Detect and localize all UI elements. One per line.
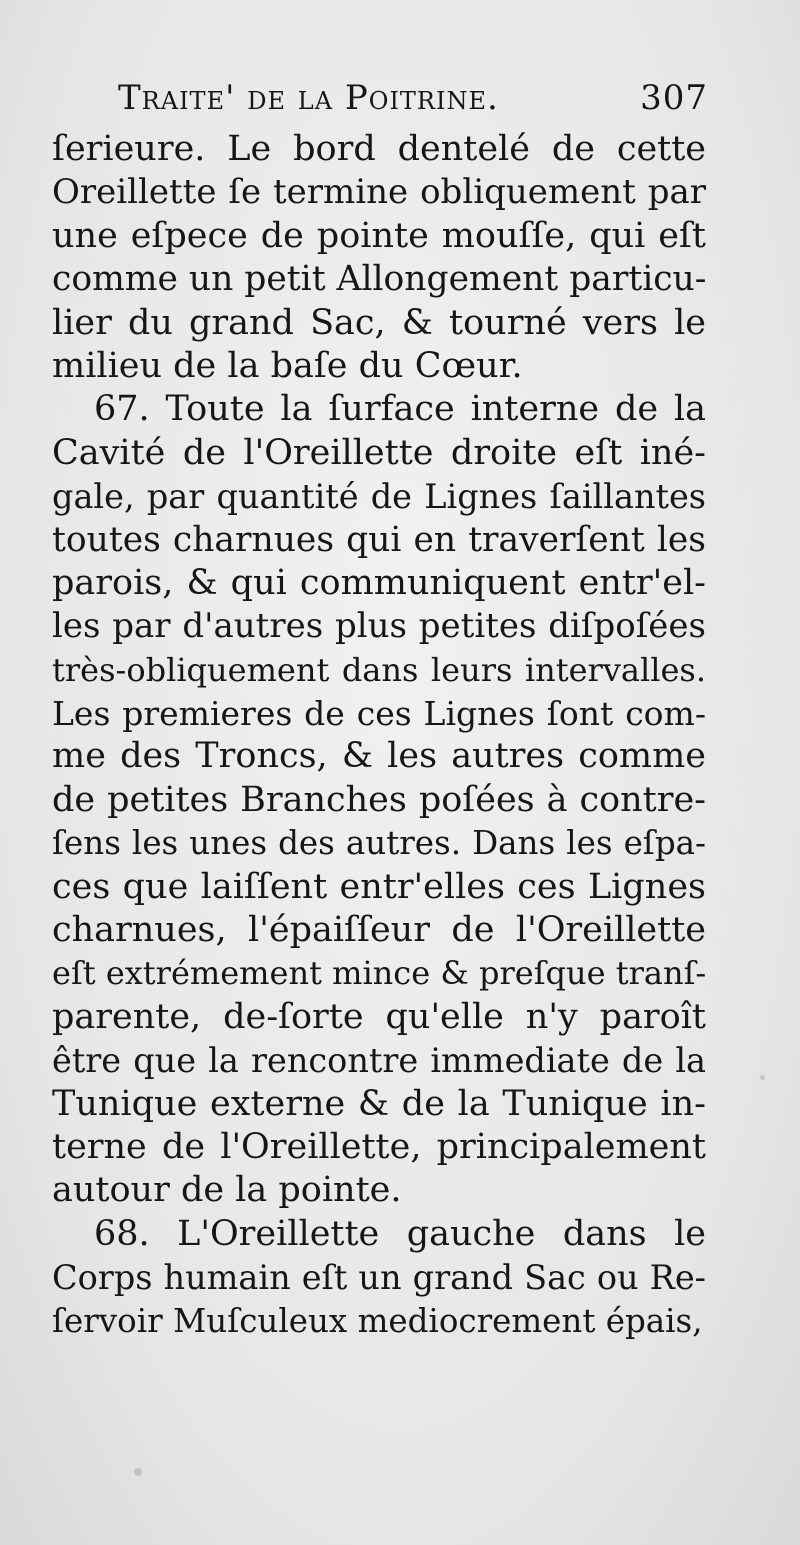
text-line: ces que laiſſent entr'elles ces Lignes	[52, 866, 706, 907]
text-line: lier du grand Sac, & tourné vers le	[52, 302, 706, 343]
body-text	[52, 128, 706, 1343]
text-line: de petites Branches poſées à contre-	[52, 779, 706, 820]
text-line: une eſpece de pointe mouſſe, qui eſt	[52, 215, 706, 256]
paper-speck	[760, 1075, 765, 1080]
text-line: très-obliquement dans leurs intervalles.	[52, 650, 706, 689]
text-line: gale, par quantité de Lignes ſaillantes	[52, 477, 706, 517]
text-line: être que la rencontre immediate de la	[52, 1041, 706, 1081]
text-line: Oreillette ſe termine obliquement par	[52, 172, 706, 213]
text-line: Tunique externe & de la Tunique in-	[52, 1083, 706, 1124]
text-line: ſerieure. Le bord dentelé de cette	[52, 129, 706, 169]
text-line: Cavité de l'Oreillette droite eſt iné-	[52, 432, 706, 473]
text-line: parente, de-ſorte qu'elle n'y paroît	[52, 996, 706, 1037]
text-line: les par d'autres plus petites diſpoſées	[52, 606, 706, 647]
text-line: me des Troncs, & les autres comme	[52, 736, 706, 777]
paragraph-67-start: 67. Toute la ſurface interne de la	[94, 389, 706, 430]
text-line: Les premieres de ces Lignes ſont com-	[52, 694, 706, 734]
text-line: Corps humain eſt un grand Sac ou Re-	[52, 1258, 706, 1298]
text-line: toutes charnues qui en traverſent les	[52, 519, 706, 560]
page-number: 307	[640, 78, 708, 118]
text-line: milieu de la baſe du Cœur.	[52, 345, 523, 386]
paragraph-68-start: 68. L'Oreillette gauche dans le	[94, 1213, 706, 1254]
running-title: Traite' de la Poitrine.	[118, 78, 499, 118]
text-line: autour de la pointe.	[52, 1170, 402, 1211]
page-header	[118, 78, 708, 130]
text-line: ſervoir Muſculeux mediocrement épais,	[52, 1301, 703, 1340]
text-line: charnues, l'épaiſſeur de l'Oreillette	[52, 910, 706, 951]
paper-speck	[134, 1468, 142, 1476]
text-line: parois, & qui communiquent entr'el-	[52, 562, 706, 603]
text-line: comme un petit Allongement particu-	[52, 259, 707, 300]
text-line: eſt extrémement mince & preſque tranſ-	[52, 954, 707, 993]
text-line: ſens les unes des autres. Dans les eſpa-	[52, 824, 706, 863]
text-line: terne de l'Oreillette, principalement	[52, 1126, 706, 1167]
